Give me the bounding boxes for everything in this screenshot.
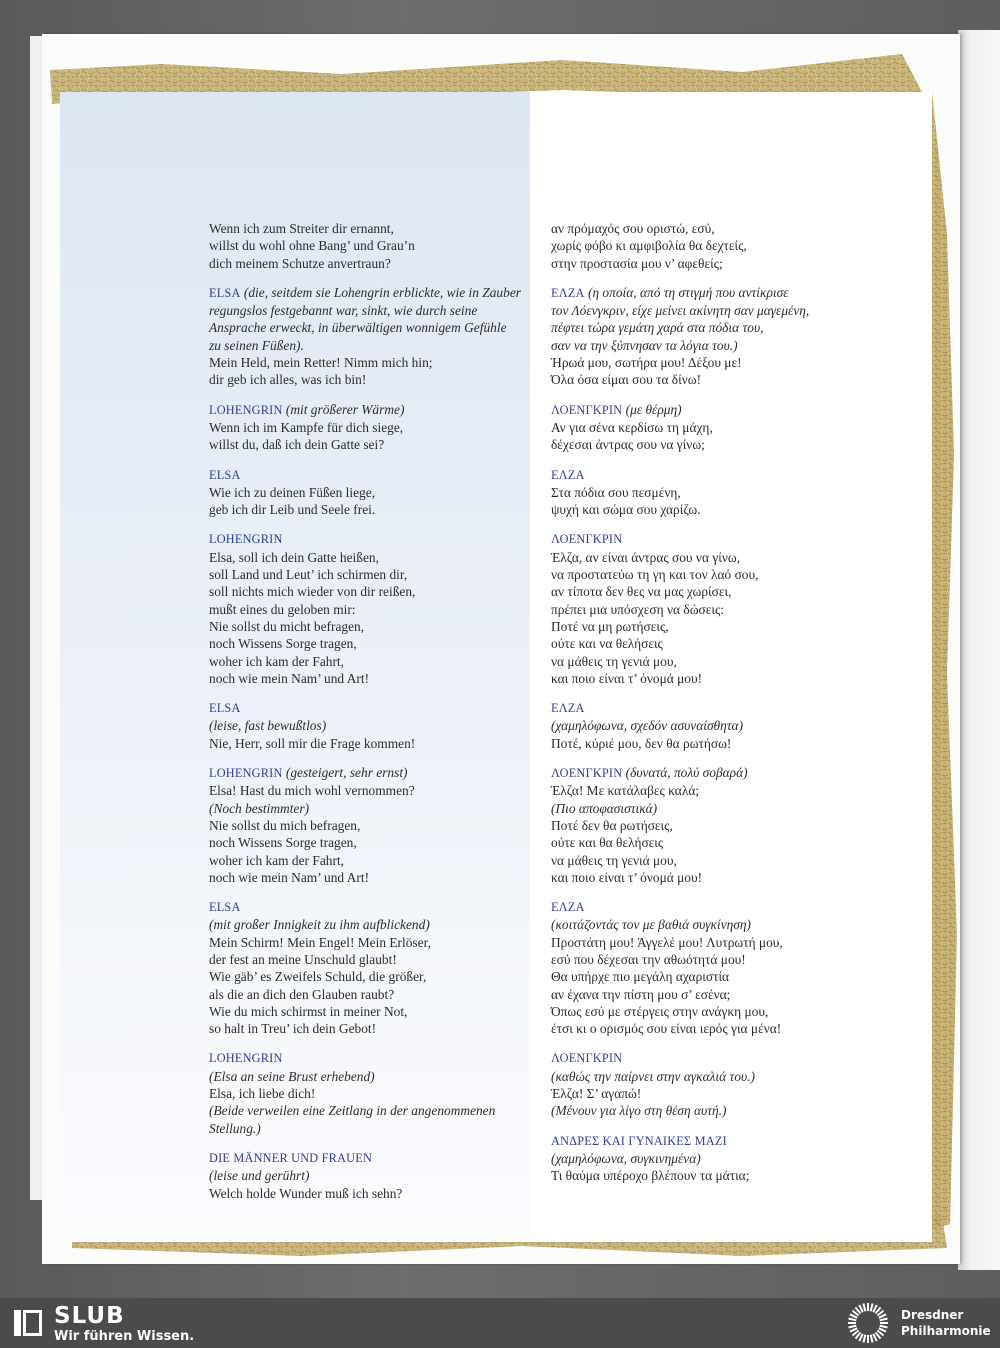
stage-direction-line: (Beide verweilen eine Zeitlang in der angenommenen: [209, 1103, 496, 1119]
german-dialogue-block: [209, 898, 539, 1037]
lyric-line: Στα πόδια σου πεσμένη,: [551, 484, 681, 500]
lyric-line: στην προστασία μου ν’ αφεθείς;: [551, 255, 723, 271]
lyric-line: der fest an meine Unschuld glaubt!: [209, 951, 397, 967]
speaker-line: [551, 1049, 881, 1067]
speaker-name: ΛΟΕΝΓΚΡΙΝ: [551, 1051, 623, 1066]
speaker-name: ΕΛΖΑ: [551, 467, 585, 482]
lyric-line: Αν για σένα κερδίσω τη μάχη,: [551, 419, 713, 435]
logo-ray: [873, 1305, 877, 1312]
german-dialogue-block: [209, 220, 539, 272]
lyric-line: ούτε και θα θελήσεις: [551, 835, 664, 851]
lyric-line: να μάθεις τη γενιά μου,: [551, 653, 677, 669]
lyric-line: Welch holde Wunder muß ich sehn?: [209, 1185, 403, 1201]
lyric-line: Elsa, ich liebe dich!: [209, 1086, 316, 1102]
lyric-line: noch Wissens Sorge tragen,: [209, 835, 357, 851]
german-dialogue-block: [209, 466, 539, 519]
stage-direction-line: (mit großer Innigkeit zu ihm aufblickend): [209, 917, 430, 933]
stage-direction-line: τον Λόενγκριν, είχε μείνει ακίνητη σαν μαγεμένη,: [551, 303, 810, 319]
libretto-page: [42, 34, 960, 1264]
lyric-line: να μάθεις τη γενιά μου,: [551, 852, 677, 868]
logo-ray: [859, 1334, 863, 1341]
speaker-line: [551, 466, 881, 484]
speaker-line: [209, 530, 539, 548]
lyric-line: έτσι κι ο ορισμός σου είναι ιερός για μένα!: [551, 1021, 782, 1037]
greek-dialogue-block: [551, 284, 881, 389]
greek-dialogue-block: [551, 898, 881, 1037]
lyric-line: ψυχή και σώμα σου χαρίζω.: [551, 502, 701, 518]
lyric-line: και ποιο είναι τ’ όνομά μου!: [551, 869, 703, 885]
stage-direction-line: (leise, fast bewußtlos): [209, 718, 327, 734]
logo-ray: [864, 1335, 866, 1343]
slub-logo-icon: [14, 1310, 42, 1336]
stage-direction-line: (καθώς την παίρνει στην αγκαλιά του.): [551, 1068, 755, 1084]
lyric-line: Nie sollst du mich befragen,: [209, 817, 361, 833]
logo-ray: [880, 1326, 888, 1328]
stage-direction-line: (χαμηλόφωνα, συγκινημένα): [551, 1150, 701, 1166]
speaker-line: [551, 1132, 881, 1150]
lyric-line: noch Wissens Sorge tragen,: [209, 636, 357, 652]
stage-direction-line: zu seinen Füßen).: [209, 337, 304, 353]
stage-direction-line: (Noch bestimmter): [209, 800, 310, 816]
slub-tagline: Wir führen Wissen.: [54, 1329, 195, 1344]
speaker-name: ΑΝΔΡΕΣ ΚΑΙ ΓΥΝΑΙΚΕΣ ΜΑΖΙ: [551, 1133, 727, 1148]
lyric-line: Wie gäb’ es Zweifels Schuld, die größer,: [209, 969, 427, 985]
german-dialogue-block: [209, 1049, 539, 1136]
lyric-line: dich meinem Schutze anvertraun?: [209, 255, 391, 271]
speaker-name: ΛΟΕΝΓΚΡΙΝ: [551, 766, 623, 781]
speaker-name: ΕΛΖΑ: [551, 701, 585, 716]
german-dialogue-block: [209, 530, 539, 687]
german-dialogue-block: [209, 401, 539, 454]
speaker-name: DIE MÄNNER UND FRAUEN: [209, 1150, 373, 1165]
speaker-name: ΛΟΕΝΓΚΡΙΝ: [551, 532, 623, 547]
speaker-line: [209, 466, 539, 484]
lyric-line: Θα υπήρχε πιο μεγάλη αχαριστία: [551, 969, 730, 985]
stage-direction-line: (Πιο αποφασιστικά): [551, 800, 658, 816]
lyric-line: Mein Schirm! Mein Engel! Mein Erlöser,: [209, 934, 431, 950]
lyric-line: soll nichts mich wieder von dir reißen,: [209, 584, 416, 600]
german-dialogue-block: [209, 1149, 539, 1202]
speaker-line: [551, 284, 881, 302]
lyric-line: so halt in Treu’ ich dein Gebot!: [209, 1021, 377, 1037]
logo-ray: [850, 1314, 857, 1318]
logo-ray: [859, 1305, 863, 1312]
lyric-line: Ποτέ, κύριέ μου, δεν θα ρωτήσω!: [551, 735, 732, 751]
logo-ray: [871, 1335, 873, 1343]
lyric-line: woher ich kam der Fahrt,: [209, 653, 344, 669]
speaker-line: [209, 898, 539, 916]
stage-direction-line: (Μένουν για λίγο στη θέση αυτή.): [551, 1103, 727, 1119]
speaker-line: [209, 764, 539, 782]
german-libretto-column: [209, 220, 539, 1214]
greek-dialogue-block: [551, 1049, 881, 1119]
speaker-line: [551, 764, 881, 782]
german-dialogue-block: [209, 764, 539, 886]
speaker-line: [551, 898, 881, 916]
lyric-line: als die an dich den Glauben raubt?: [209, 986, 395, 1002]
lyric-line: soll Land und Leut’ ich schirmen dir,: [209, 567, 408, 583]
stage-direction: (με θέρμη): [625, 401, 682, 417]
speaker-line: [551, 401, 881, 419]
facing-page-edge: [958, 30, 1000, 1270]
speaker-name: ELSA: [209, 285, 241, 300]
lyric-line: dir geb ich alles, was ich bin!: [209, 372, 367, 388]
greek-dialogue-block: [551, 401, 881, 454]
german-dialogue-block: [209, 284, 539, 389]
stage-direction-line: (κοιτάζοντάς τον με βαθιά συγκίνηση): [551, 917, 751, 933]
logo-ray: [871, 1304, 873, 1312]
greek-dialogue-block: [551, 699, 881, 752]
speaker-name: LOHENGRIN: [209, 766, 283, 781]
lyric-line: Elsa, soll ich dein Gatte heißen,: [209, 549, 379, 565]
lyric-line: Τι θαύμα υπέροχο βλέπουν τα μάτια;: [551, 1168, 750, 1184]
greek-dialogue-block: [551, 530, 881, 687]
lyric-line: mußt eines du geloben mir:: [209, 601, 356, 617]
greek-dialogue-block: [551, 1132, 881, 1185]
stage-direction-line: Stellung.): [209, 1120, 261, 1136]
lyric-line: και ποιο είναι τ’ όνομά μου!: [551, 670, 703, 686]
lyric-line: Wie du mich schirmst in meiner Not,: [209, 1003, 408, 1019]
lyric-line: να προστατεύω τη γη και τον λαό σου,: [551, 567, 759, 583]
logo-ray: [880, 1319, 888, 1321]
dresdner-philharmonie-logo-icon: [843, 1301, 893, 1345]
slub-name: SLUB: [54, 1303, 125, 1329]
speaker-line: [551, 699, 881, 717]
lyric-line: Ήρωά μου, σωτήρα μου! Δέξου με!: [551, 355, 742, 371]
lyric-line: ούτε και να θελήσεις: [551, 636, 663, 652]
lyric-line: εσύ που δέχεσαι την αθωότητά μου!: [551, 951, 746, 967]
lyric-line: noch wie mein Nam’ und Art!: [209, 670, 370, 686]
stage-direction-line: (leise und gerührt): [209, 1168, 310, 1184]
speaker-line: [209, 1149, 539, 1167]
logo-ray: [879, 1328, 886, 1332]
lyric-line: Όλα όσα είμαι σου τα δίνω!: [551, 372, 702, 388]
lyric-line: αν έχανα την πίστη μου σ’ εσένα;: [551, 986, 731, 1002]
logo-ray: [864, 1304, 866, 1312]
lyric-line: Έλζα! Με κατάλαβες καλά;: [551, 783, 700, 799]
lyric-line: Ποτέ να μη ρωτήσεις,: [551, 618, 669, 634]
speaker-line: [209, 401, 539, 419]
text-panel: [60, 92, 932, 1242]
lyric-line: δέχεσαι άντρας σου να γίνω;: [551, 437, 705, 453]
lyric-line: willst du wohl ohne Bang’ und Grau’n: [209, 238, 415, 254]
speaker-line: [209, 284, 539, 302]
speaker-name: LOHENGRIN: [209, 1051, 283, 1066]
speaker-line: [209, 699, 539, 717]
stage-direction: (mit größerer Wärme): [285, 401, 405, 417]
greek-libretto-column: [551, 220, 881, 1197]
lyric-line: Έλζα, αν είναι άντρας σου να γίνω,: [551, 549, 741, 565]
speaker-name: LOHENGRIN: [209, 402, 283, 417]
german-dialogue-block: [209, 699, 539, 752]
stage-direction: (η οποία, από τη στιγμή που αντίκρισε: [587, 284, 789, 300]
footer-bar: [0, 1298, 1000, 1348]
logo-ray: [849, 1319, 857, 1321]
lyric-line: willst du, daß ich dein Gatte sei?: [209, 437, 385, 453]
stage-direction-line: σαν να την ξύπνησαν τα λόγια του.): [551, 337, 738, 353]
logo-ray: [879, 1314, 886, 1318]
lyric-line: Wenn ich zum Streiter dir ernannt,: [209, 221, 394, 236]
lyric-line: geb ich dir Leib und Seele frei.: [209, 502, 376, 518]
stage-direction-line: Ansprache erweckt, in überwältigen wonnigem Gefühle: [209, 320, 507, 336]
speaker-line: [209, 1049, 539, 1067]
speaker-name: ΕΛΖΑ: [551, 285, 585, 300]
stage-direction: (die, seitdem sie Lohengrin erblickte, wie in Zauber: [243, 284, 521, 300]
lyric-line: πρέπει μια υπόσχεση να δώσεις:: [551, 601, 724, 617]
lyric-line: woher ich kam der Fahrt,: [209, 852, 344, 868]
logo-ray: [849, 1326, 857, 1328]
stage-direction: (δυνατά, πολύ σοβαρά): [625, 765, 748, 781]
logo-ray: [873, 1334, 877, 1341]
greek-dialogue-block: [551, 764, 881, 886]
lyric-line: αν πρόμαχός σου οριστώ, εσύ,: [551, 221, 715, 236]
speaker-name: ΕΛΖΑ: [551, 900, 585, 915]
dp-name-line1: Dresdner: [901, 1308, 964, 1322]
lyric-line: noch wie mein Nam’ und Art!: [209, 869, 370, 885]
stage-direction-line: (χαμηλόφωνα, σχεδόν ασυναίσθητα): [551, 718, 744, 734]
speaker-line: [551, 530, 881, 548]
dp-name-line2: Philharmonie: [901, 1324, 991, 1338]
stage-direction: (gesteigert, sehr ernst): [285, 765, 408, 781]
lyric-line: Nie sollst du micht befragen,: [209, 618, 365, 634]
stage-direction-line: (Elsa an seine Brust erhebend): [209, 1068, 375, 1084]
lyric-line: Wenn ich im Kampfe für dich siege,: [209, 419, 404, 435]
stage-direction-line: regungslos festgebannt war, sinkt, wie durch seine: [209, 303, 478, 319]
lyric-line: Ποτέ δεν θα ρωτήσεις,: [551, 817, 673, 833]
speaker-name: ELSA: [209, 467, 241, 482]
lyric-line: Mein Held, mein Retter! Nimm mich hin;: [209, 355, 433, 371]
lyric-line: Nie, Herr, soll mir die Frage kommen!: [209, 735, 416, 751]
speaker-name: ELSA: [209, 900, 241, 915]
speaker-name: ΛΟΕΝΓΚΡΙΝ: [551, 402, 623, 417]
lyric-line: αν τίποτα δεν θες να μας χωρίσει,: [551, 584, 732, 600]
greek-dialogue-block: [551, 466, 881, 519]
speaker-name: LOHENGRIN: [209, 532, 283, 547]
lyric-line: χωρίς φόβο κι αμφιβολία θα δεχτείς,: [551, 238, 747, 254]
lyric-line: Wie ich zu deinen Füßen liege,: [209, 484, 376, 500]
greek-dialogue-block: [551, 220, 881, 272]
speaker-name: ELSA: [209, 701, 241, 716]
lyric-line: Προστάτη μου! Άγγελέ μου! Λυτρωτή μου,: [551, 934, 783, 950]
lyric-line: Elsa! Hast du mich wohl vernommen?: [209, 783, 415, 799]
logo-ray: [850, 1328, 857, 1332]
stage-direction-line: πέφτει τώρα γεμάτη χαρά στα πόδια του,: [551, 320, 764, 336]
lyric-line: Όπως εσύ με στέργεις στην ανάγκη μου,: [551, 1003, 769, 1019]
lyric-line: Έλζα! Σ’ αγαπώ!: [551, 1086, 642, 1102]
